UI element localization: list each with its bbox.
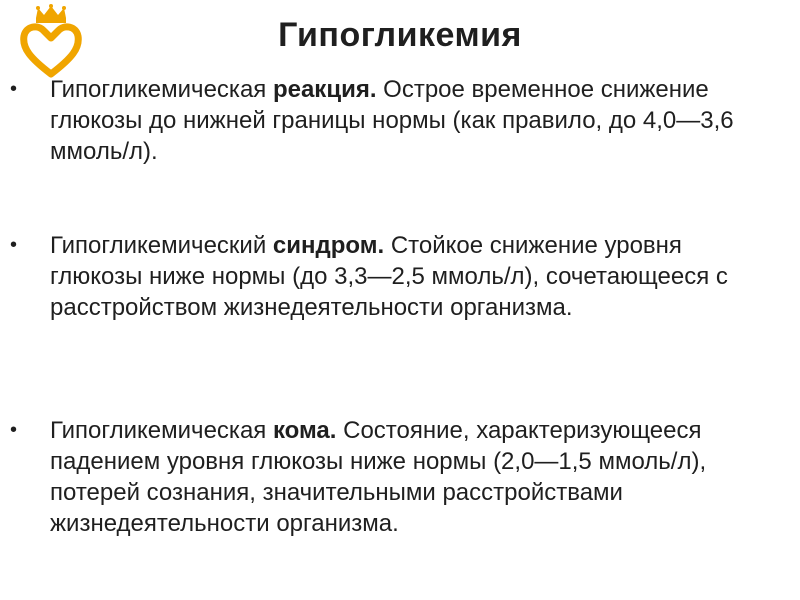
item-text: Состояние, характеризующееся падением уровня глюкозы ниже нормы (2,0—1,5 ммоль/л), потерей сознания, значительными расстройствами жизнедеятельности организма. (50, 417, 707, 537)
item-term: реакция. (272, 76, 377, 103)
bullet-icon: • (10, 234, 18, 256)
item-term: кома. (272, 417, 337, 444)
item-text: Острое временное снижение глюкозы до нижней границы нормы (как правило, до 4,0—3,6 ммоль/л). (50, 76, 734, 165)
bullet-icon: • (10, 78, 18, 100)
item-lead: Гипогликемический (50, 232, 273, 259)
item-text: Стойкое снижение уровня глюкозы ниже нормы (до 3,3—2,5 ммоль/л), сочетающееся с расстройством жизнедеятельности организма. (50, 232, 728, 321)
item-lead: Гипогликемическая (50, 76, 273, 103)
item-lead: Гипогликемическая (50, 417, 273, 444)
slide-title: Гипогликемия (278, 16, 522, 54)
list-item (10, 230, 770, 323)
list-item (10, 415, 770, 539)
list-item (10, 74, 770, 167)
bullet-icon: • (10, 419, 18, 441)
item-term: синдром. (272, 232, 385, 259)
